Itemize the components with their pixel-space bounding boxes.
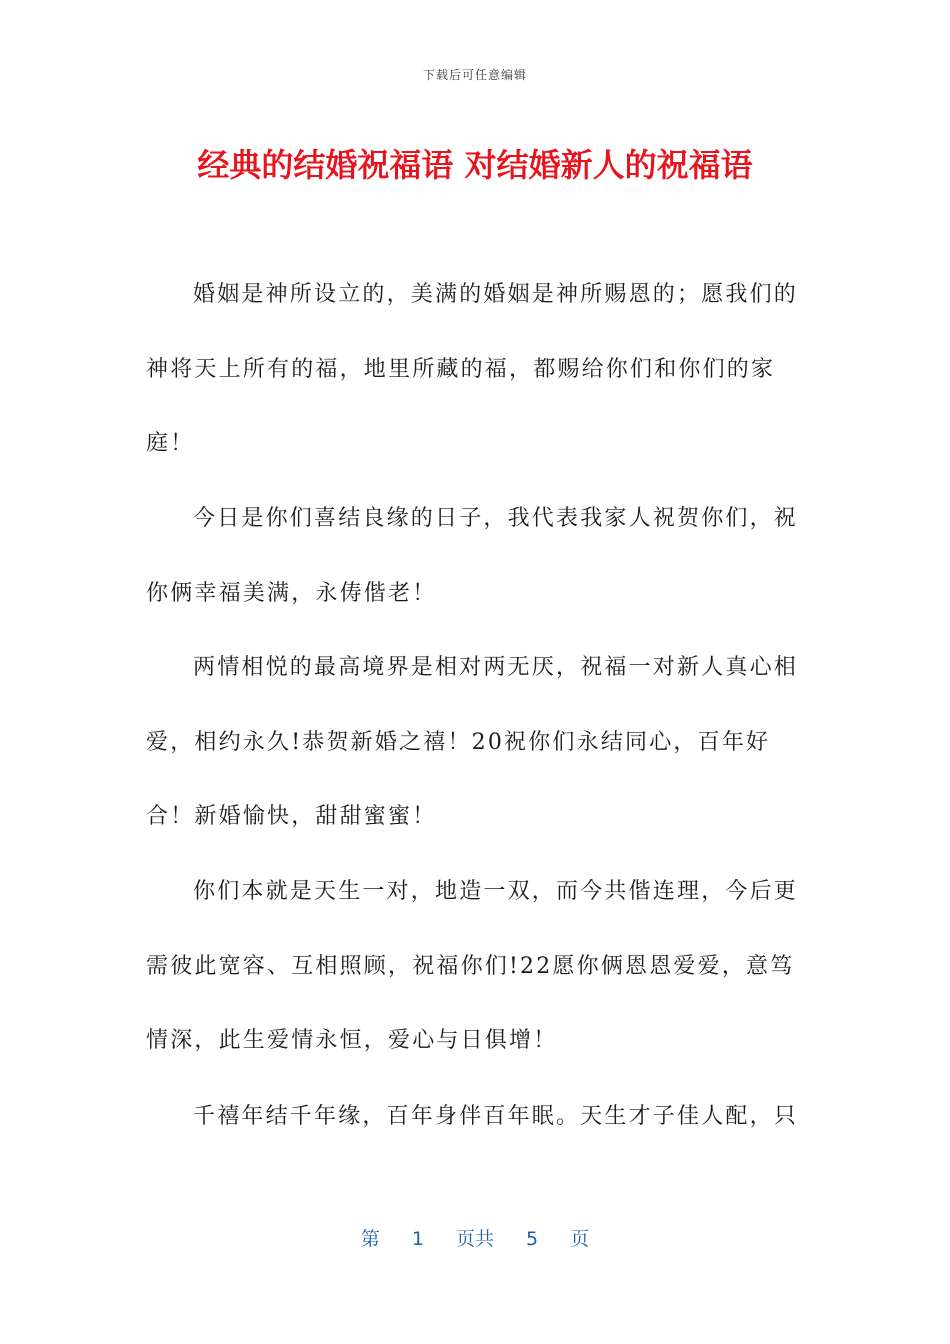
header-note: 下载后可任意编辑 xyxy=(422,68,527,82)
page-label-prefix: 第 xyxy=(360,1228,380,1250)
paragraph: 婚姻是神所设立的，美满的婚姻是神所赐恩的；愿我们的神将天上所有的福，地里所藏的福，都赐给你们和你们的家庭！ xyxy=(146,282,799,456)
document-title: 经典的结婚祝福语 对结婚新人的祝福语 xyxy=(197,146,753,184)
paragraph: 今日是你们喜结良缘的日子，我代表我家人祝贺你们，祝你俩幸福美满，永俦偕老！ xyxy=(146,506,799,606)
current-page-number: 1 xyxy=(411,1228,424,1250)
page-number-footer xyxy=(0,1224,950,1251)
paragraph: 千禧年结千年缘，百年身伴百年眠。天生才子佳人配，只 xyxy=(193,1104,799,1129)
paragraph: 两情相悦的最高境界是相对两无厌，祝福一对新人真心相爱，相约永久!恭贺新婚之禧！20祝你们永结同心，百年好合！新婚愉快，甜甜蜜蜜！ xyxy=(146,655,799,829)
paragraph: 你们本就是天生一对，地造一双，而今共偕连理，今后更需彼此宽容、互相照顾，祝福你们!22愿你俩恩恩爱爱，意笃情深，此生爱情永恒，爱心与日俱增！ xyxy=(146,879,799,1053)
total-pages-number: 5 xyxy=(526,1228,539,1250)
page-label-suffix: 页 xyxy=(570,1228,590,1250)
page-label-mid: 页共 xyxy=(455,1228,494,1250)
